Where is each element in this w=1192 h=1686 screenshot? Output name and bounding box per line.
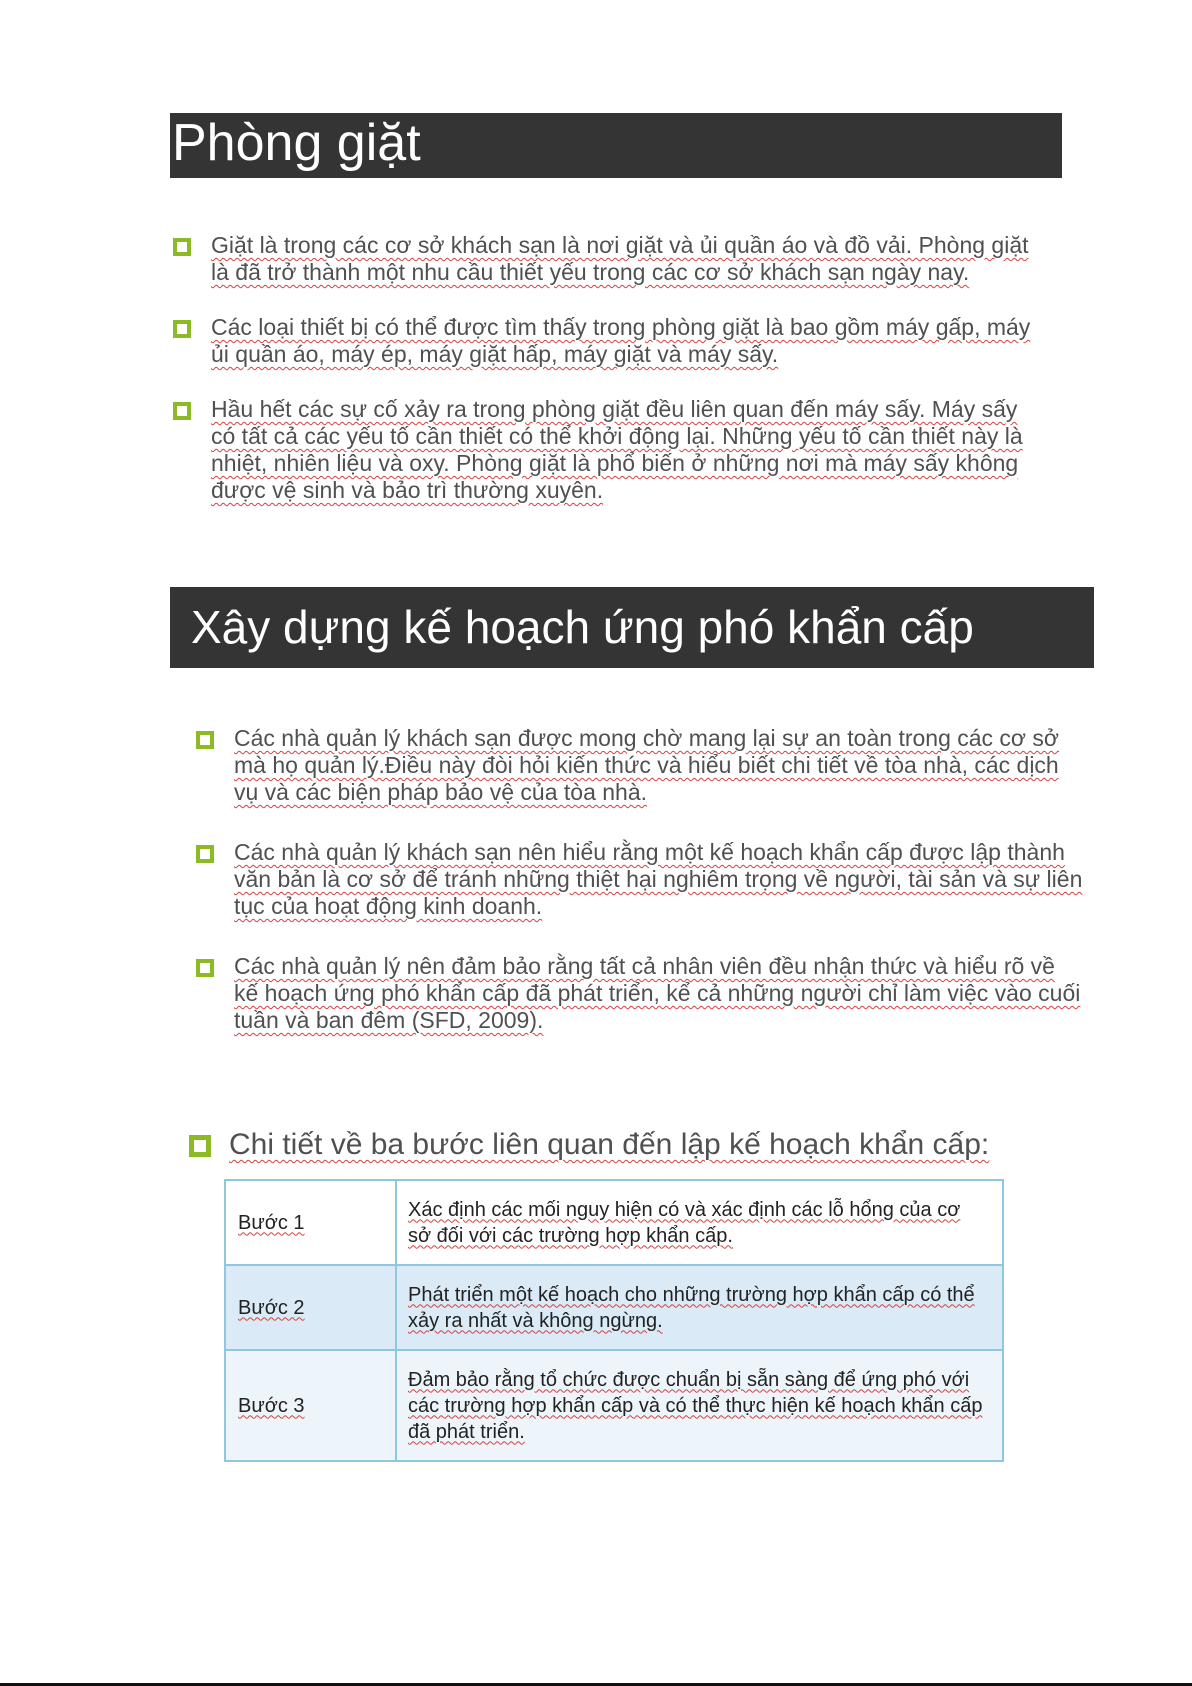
bullet-text: Các nhà quản lý khách sạn được mong chờ mang lại sự an toàn trong các cơ sở mà họ quản lý.Điều này đòi hỏi kiến thức và hiểu biết chi tiết về tòa nhà, các dịch vụ và các biện pháp bảo vệ của tòa nhà. bbox=[234, 725, 1059, 805]
steps-table bbox=[224, 1179, 1004, 1462]
section-title-laundry bbox=[170, 113, 1062, 178]
list-item bbox=[211, 396, 1041, 504]
list-item bbox=[211, 232, 1041, 286]
section-title-text: Phòng giặt bbox=[172, 114, 421, 172]
square-bullet-icon bbox=[196, 731, 214, 749]
list-item bbox=[234, 953, 1084, 1034]
table-row bbox=[225, 1265, 1003, 1350]
table-row bbox=[225, 1180, 1003, 1265]
steps-heading bbox=[229, 1127, 1129, 1163]
list-item bbox=[211, 314, 1041, 368]
bullet-text: Các nhà quản lý nên đảm bảo rằng tất cả nhân viên đều nhận thức và hiểu rõ về kế hoạch ứng phó khẩn cấp đã phát triển, kể cả những người chỉ làm việc vào cuối tuần và ban đêm (SFD, 2009). bbox=[234, 953, 1081, 1033]
step-label-cell bbox=[225, 1265, 396, 1350]
section-title-text: Xây dựng kế hoạch ứng phó khẩn cấp bbox=[191, 601, 974, 653]
list-item bbox=[234, 725, 1084, 806]
step-description: Phát triển một kế hoạch cho những trường hợp khẩn cấp có thể xảy ra nhất và không ngừng. bbox=[408, 1283, 975, 1332]
step-description-cell bbox=[396, 1180, 1003, 1265]
step-label-cell bbox=[225, 1180, 396, 1265]
bullet-text: Các loại thiết bị có thể được tìm thấy trong phòng giặt là bao gồm máy gấp, máy ủi quần áo, máy ép, máy giặt hấp, máy giặt và máy sấy. bbox=[211, 314, 1031, 367]
square-bullet-icon bbox=[189, 1135, 211, 1157]
list-item bbox=[234, 839, 1084, 920]
bullet-text: Giặt là trong các cơ sở khách sạn là nơi giặt và ủi quần áo và đồ vải. Phòng giặt là đã trở thành một nhu cầu thiết yếu trong các cơ sở khách sạn ngày nay. bbox=[211, 232, 1029, 285]
square-bullet-icon bbox=[173, 402, 191, 420]
table-row bbox=[225, 1350, 1003, 1461]
step-description-cell bbox=[396, 1350, 1003, 1461]
step-label: Bước 2 bbox=[238, 1296, 305, 1319]
laundry-bullet-list bbox=[211, 232, 1041, 532]
step-description: Đảm bảo rằng tổ chức được chuẩn bị sẵn sàng để ứng phó với các trường hợp khẩn cấp và có thể thực hiện kế hoạch khẩn cấp đã phát triển. bbox=[408, 1368, 983, 1443]
steps-heading-text: Chi tiết về ba bước liên quan đến lập kế hoạch khẩn cấp: bbox=[229, 1128, 990, 1161]
square-bullet-icon bbox=[173, 320, 191, 338]
square-bullet-icon bbox=[173, 238, 191, 256]
bullet-text: Các nhà quản lý khách sạn nên hiểu rằng một kế hoạch khẩn cấp được lập thành văn bản là cơ sở để tránh những thiệt hại nghiêm trọng về người, tài sản và sự liên tục của hoạt động kinh doanh. bbox=[234, 839, 1083, 919]
step-label-cell bbox=[225, 1350, 396, 1461]
step-label: Bước 1 bbox=[238, 1211, 305, 1234]
step-description-cell bbox=[396, 1265, 1003, 1350]
section-title-emergency-plan bbox=[170, 587, 1094, 668]
step-description: Xác định các mối nguy hiện có và xác định các lỗ hổng của cơ sở đối với các trường hợp khẩn cấp. bbox=[408, 1198, 961, 1247]
square-bullet-icon bbox=[196, 959, 214, 977]
emergency-bullet-list bbox=[234, 725, 1084, 1067]
bullet-text: Hầu hết các sự cố xảy ra trong phòng giặt đều liên quan đến máy sấy. Máy sấy có tất cả các yếu tố cần thiết có thể khởi động lại. Những yếu tố cần thiết này là nhiệt, nhiên liệu và oxy. Phòng giặt là phổ biến ở những nơi mà máy sấy không được vệ sinh và bảo trì thường xuyên. bbox=[211, 396, 1023, 503]
step-label: Bước 3 bbox=[238, 1394, 305, 1417]
square-bullet-icon bbox=[196, 845, 214, 863]
